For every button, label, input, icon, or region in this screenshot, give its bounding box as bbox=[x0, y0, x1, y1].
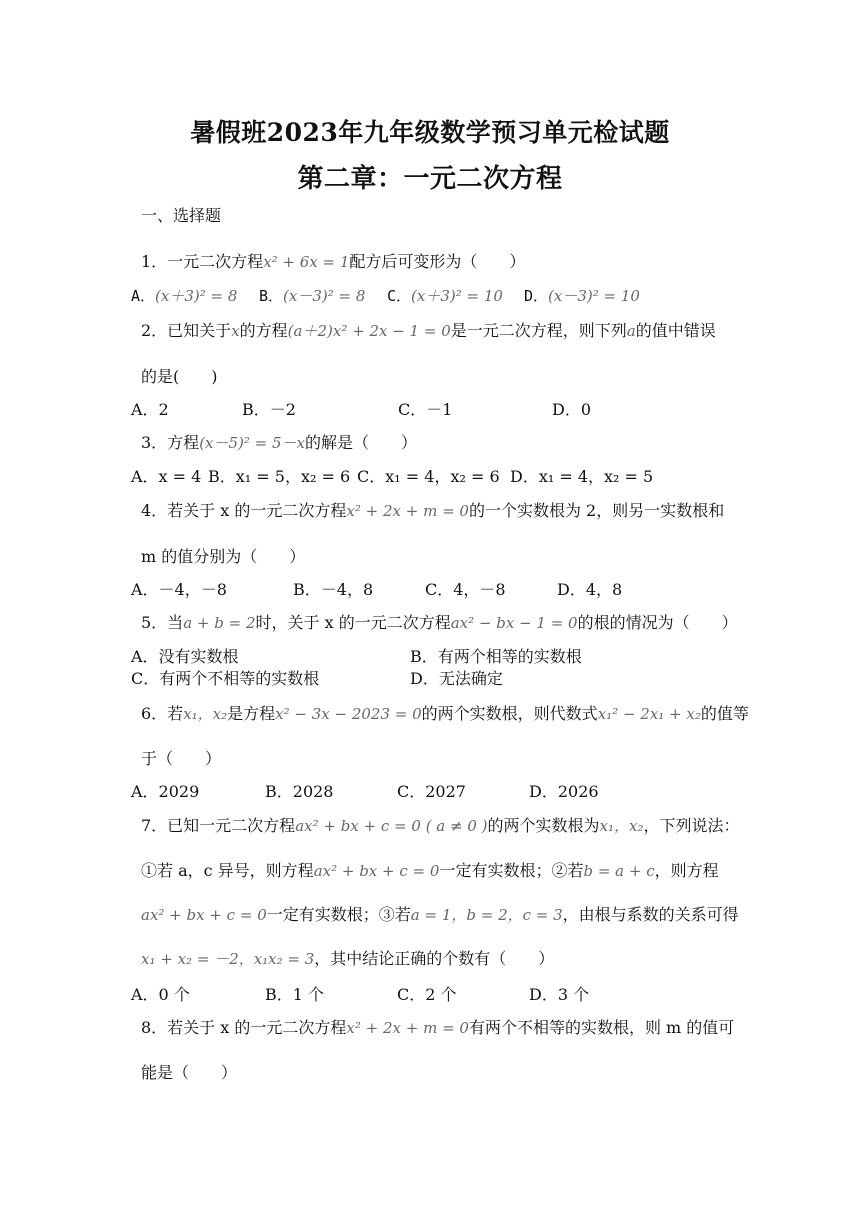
q4-option-d: D．4，8 bbox=[557, 580, 623, 599]
q7-option-d: D．3 个 bbox=[529, 985, 590, 1004]
question-5: 5．当a + b = 2时，关于 x 的一元二次方程ax² − bx − 1 = 0的根的情况为（ ） bbox=[141, 613, 738, 632]
q2-option-c: C．－1 bbox=[398, 400, 453, 419]
chapter-title: 第二章：一元二次方程 bbox=[297, 164, 563, 194]
question-3: 3．方程(x－5)² = 5－x的解是（ ） bbox=[141, 433, 418, 452]
q6-option-c: C．2027 bbox=[397, 782, 466, 801]
q3-option-d: D．x₁ = 4，x₂ = 5 bbox=[510, 467, 654, 486]
q1-option-d: D．(x－3)² = 10 bbox=[524, 287, 640, 305]
question-7-line-4: x₁ + x₂ = －2，x₁x₂ = 3，其中结论正确的个数有（ ） bbox=[141, 949, 555, 968]
q1-equation: x² + 6x = 1 bbox=[263, 253, 350, 271]
q2-option-d: D．0 bbox=[552, 400, 592, 419]
q1-option-b: B．(x－3)² = 8 bbox=[259, 287, 366, 305]
q4-option-b: B．－4，8 bbox=[293, 580, 374, 599]
question-8-line-2: 能是（ ） bbox=[141, 1063, 238, 1082]
document-title: 暑假班2023年九年级数学预习单元检试题 bbox=[190, 118, 670, 147]
question-6: 6．若x₁，x₂是方程x² − 3x − 2023 = 0的两个实数根，则代数式x₁² − 2x₁ + x₂的值等 bbox=[141, 704, 749, 723]
q5-option-b: B．有两个相等的实数根 bbox=[410, 647, 582, 666]
question-8: 8．若关于 x 的一元二次方程x² + 2x + m = 0有两个不相等的实数根，则 m 的值可 bbox=[141, 1018, 735, 1037]
question-7-line-3: ax² + bx + c = 0一定有实数根；③若a = 1，b = 2，c = 3，由根与系数的关系可得 bbox=[141, 905, 739, 924]
q6-option-b: B．2028 bbox=[265, 782, 334, 801]
q1-option-c: C．(x＋3)² = 10 bbox=[387, 287, 503, 305]
q3-option-b: B．x₁ = 5，x₂ = 6 bbox=[208, 467, 351, 486]
q6-option-d: D．2026 bbox=[529, 782, 599, 801]
question-4-line-2: m 的值分别为（ ） bbox=[141, 547, 306, 566]
q7-option-c: C．2 个 bbox=[397, 985, 457, 1004]
q1-option-a: A．(x＋3)² = 8 bbox=[131, 287, 238, 305]
q6-option-a: A．2029 bbox=[131, 782, 200, 801]
section-heading: 一、选择题 bbox=[141, 206, 222, 225]
q5-option-d: D．无法确定 bbox=[410, 669, 503, 688]
q7-option-b: B．1 个 bbox=[265, 985, 325, 1004]
q3-option-a: A．x = 4 bbox=[131, 467, 202, 486]
q1-stem: 1．一元二次方程 bbox=[141, 252, 264, 271]
question-6-line-2: 于（ ） bbox=[141, 749, 222, 768]
q2-option-a: A．2 bbox=[131, 400, 169, 419]
q2-option-b: B．－2 bbox=[242, 400, 296, 419]
question-7: 7．已知一元二次方程ax² + bx + c = 0 ( a ≠ 0 )的两个实数根为x₁，x₂，下列说法： bbox=[141, 816, 740, 835]
question-1 bbox=[141, 251, 525, 273]
question-2: 2．已知关于x的方程(a＋2)x² + 2x − 1 = 0是一元二次方程，则下列a的值中错误 bbox=[141, 321, 716, 340]
q4-option-a: A．－4，－8 bbox=[131, 580, 227, 599]
q4-option-c: C．4，－8 bbox=[425, 580, 506, 599]
q5-option-c: C．有两个不相等的实数根 bbox=[131, 669, 320, 688]
q3-option-c: C．x₁ = 4，x₂ = 6 bbox=[357, 467, 500, 486]
q7-option-a: A．0 个 bbox=[131, 985, 190, 1004]
q5-option-a: A．没有实数根 bbox=[131, 647, 239, 666]
question-4: 4．若关于 x 的一元二次方程x² + 2x + m = 0的一个实数根为 2，则另一实数根和 bbox=[141, 501, 725, 520]
q1-stem-end: 配方后可变形为（ ） bbox=[349, 252, 526, 271]
question-7-line-2: ①若 a，c 异号，则方程ax² + bx + c = 0一定有实数根；②若b = a + c，则方程 bbox=[141, 861, 719, 880]
question-2-line-2: 的是( ) bbox=[141, 367, 218, 386]
